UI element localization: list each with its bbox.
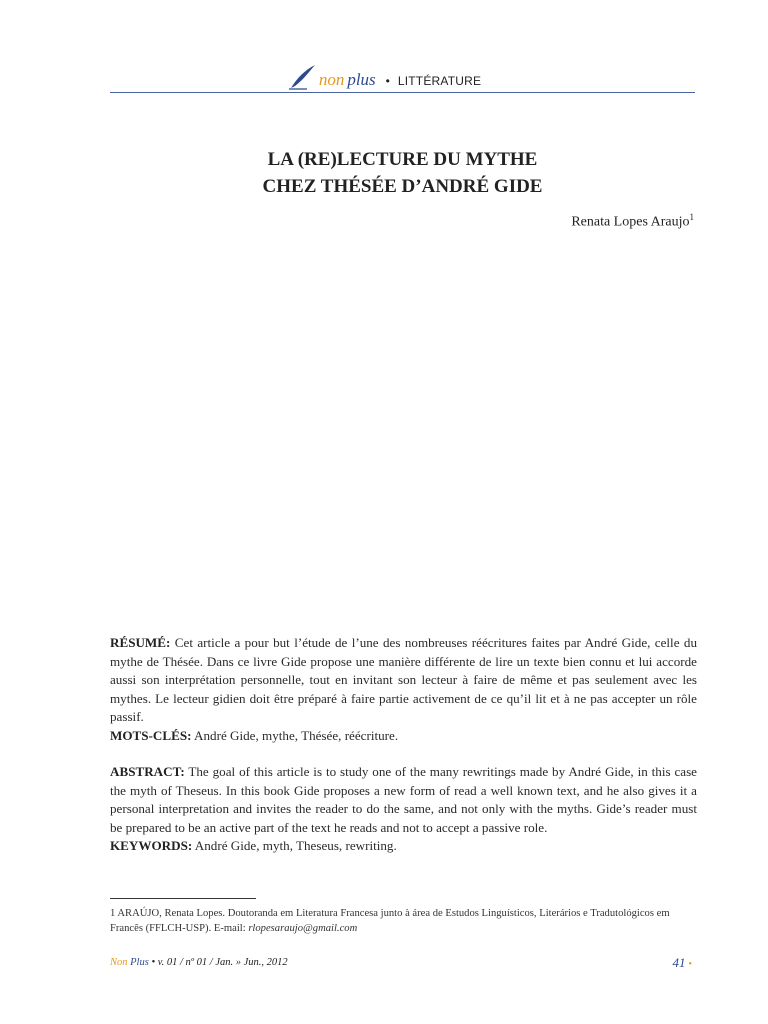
author-text: Renata Lopes Araujo (571, 214, 690, 230)
abstract-paragraph (110, 763, 697, 837)
author-footnote-ref[interactable]: 1 (689, 212, 694, 222)
article-title (110, 146, 695, 200)
abstract-label: ABSTRACT: (110, 764, 185, 779)
footer-journal-non: Non (110, 957, 128, 968)
footnote-email-link[interactable]: rlopesaraujo@gmail.com (248, 923, 358, 934)
mots-cles-label: MOTS-CLÉS: (110, 727, 192, 743)
footer-journal-plus: Plus (130, 957, 149, 968)
section-label: LITTÉRATURE (397, 74, 482, 88)
keywords-paragraph (110, 837, 697, 856)
brand-plus: plus (347, 70, 376, 89)
page-number-text: 41 (672, 955, 686, 970)
abstract-text: The goal of this article is to study one of the many rewritings made by André Gide, in this case the myth of Theseus. In this book Gide proposes a new form of read a well known text, and he also gives it a personal interpretation and invites the reader to do the same, and not only with the myths. Gide’s reader must be prepared to be an active part of the text he reads and not to accept a passive role. (110, 764, 697, 835)
title-line-2: CHEZ THÉSÉE D’ANDRÉ GIDE (262, 176, 543, 197)
page-bullet: • (688, 959, 692, 970)
abstract-block (110, 634, 697, 856)
brand-non: non (318, 70, 345, 89)
header-rule (110, 92, 695, 93)
keywords-label: KEYWORDS: (110, 838, 193, 853)
paragraph-gap (110, 745, 697, 763)
header-bullet: • (385, 74, 390, 88)
resume-label: RÉSUMÉ: (110, 635, 171, 650)
journal-citation (110, 957, 288, 968)
footer-issue: • v. 01 / nº 01 / Jan. » Jun., 2012 (151, 957, 288, 968)
running-header (0, 62, 768, 90)
resume-paragraph (110, 634, 697, 727)
footnote (110, 906, 697, 936)
author-name (571, 212, 694, 231)
resume-text: Cet article a pour but l’étude de l’une des nombreuses réécritures faites par André Gide, celle du mythe de Thésée. Dans ce livre Gide propose une manière différente de lire un texte bien connu et lui accorde aussi son interprétation personnelle, tout en invitant son lecteur à faire de même et pas seulement avec les mythes. Le lecteur gidien doit être préparé à faire partie activement de ce qu’il lit et à ne pas accepter un rôle passif. (110, 635, 697, 724)
footnote-text: 1 ARAÚJO, Renata Lopes. Doutoranda em Literatura Francesa junto à área de Estudos Linguísticos, Literários e Tradutológicos em Francês (FFLCH-USP). E-mail: (110, 908, 670, 934)
journal-logo (287, 64, 376, 90)
mots-cles-paragraph (110, 727, 697, 746)
title-line-1: LA (RE)LECTURE DU MYTHE (267, 149, 538, 170)
mots-cles-text: André Gide, mythe, Thésée, réécriture. (194, 727, 399, 743)
page-number (672, 955, 692, 971)
feather-quill-icon (287, 64, 317, 90)
keywords-text: André Gide, myth, Theseus, rewriting. (194, 838, 397, 853)
footnote-rule (110, 898, 256, 899)
